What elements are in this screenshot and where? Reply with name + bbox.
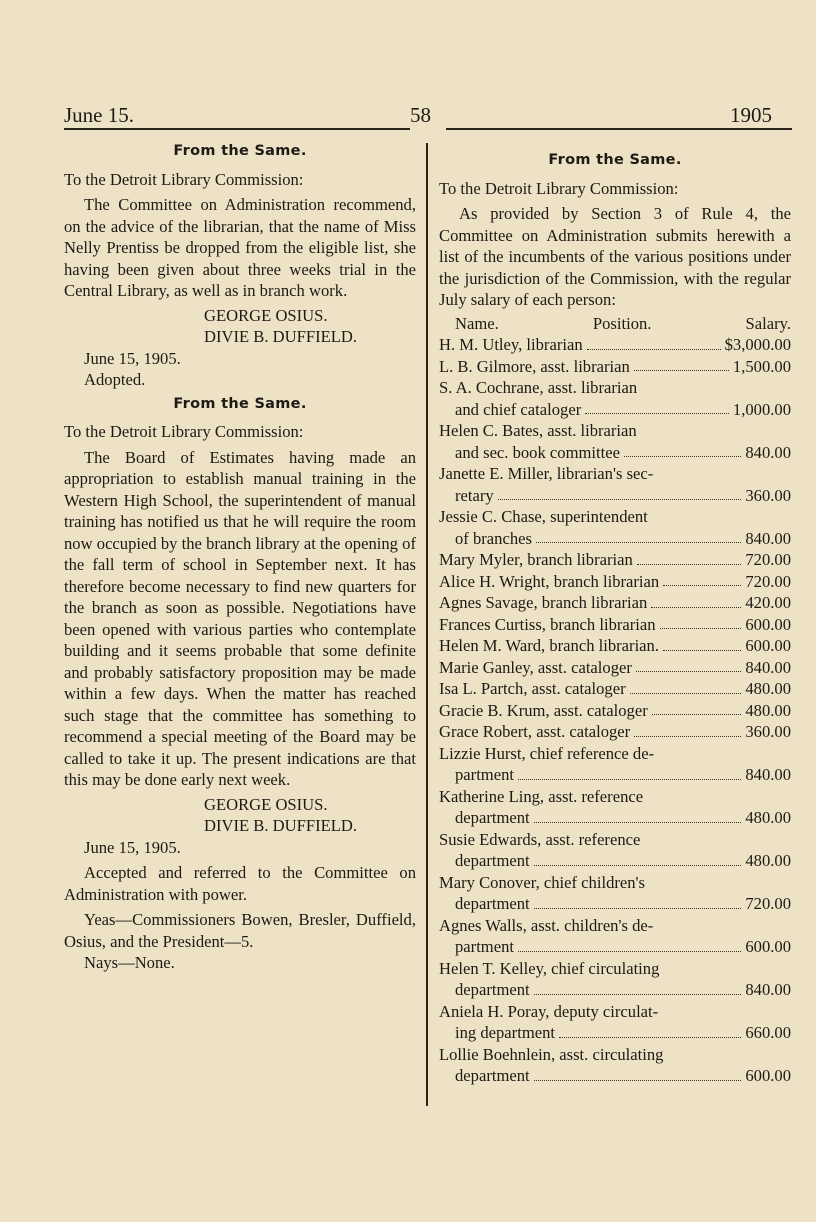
salary-amount: 840.00: [745, 765, 791, 784]
dot-leader: [534, 822, 742, 823]
header-rule-mid: [284, 128, 410, 130]
salary-amount: 600.00: [745, 1066, 791, 1085]
dot-leader: [634, 370, 729, 371]
salary-amount: 480.00: [745, 851, 791, 870]
salary-entry-name: S. A. Cochrane, asst. librarian: [439, 378, 638, 397]
signature: DIVIE B. DUFFIELD.: [204, 816, 358, 835]
salary-entry-name: Lollie Boehnlein, asst. circulating: [439, 1044, 664, 1064]
salary-entry: [439, 829, 791, 872]
salary-table: [439, 334, 791, 1087]
salary-entry-name: Helen M. Ward, branch librarian.: [439, 636, 659, 655]
dot-leader: [536, 542, 741, 543]
dot-leader: [637, 564, 742, 565]
dot-leader: [498, 499, 742, 500]
dot-leader: [651, 607, 741, 608]
salary-amount: 720.00: [745, 571, 791, 591]
salary-entry-name: Aniela H. Poray, deputy circulat-: [439, 1001, 659, 1021]
dot-leader: [534, 1080, 742, 1081]
salary-entry-name: Janette E. Miller, librarian's sec-: [439, 464, 654, 483]
section-heading: From the Same.: [173, 143, 307, 159]
salary-entry-name: Alice H. Wright, branch librarian: [439, 571, 660, 591]
vote-yeas: Yeas—Commissioners Bowen, Bresler, Duffield, Osius, and the President—5.: [64, 910, 416, 951]
salary-amount: 840.00: [745, 657, 791, 677]
paragraph-dropped-eligible: The Committee on Administration recommend, on the advice of the librarian, that the name of Miss Nelly Prentiss be dropped from the eligible list, she having been given about three weeks trial in the Central Library, as well as in branch work.: [64, 195, 416, 300]
salary-entry: [439, 463, 791, 506]
salary-entry-name: Mary Conover, chief children's: [439, 872, 645, 892]
dot-leader: [634, 736, 741, 737]
salary-entry-name: Mary Myler, branch librarian: [439, 550, 633, 569]
salary-entry: [439, 872, 791, 915]
salary-entry: [439, 356, 791, 378]
salary-entry-name: Isa L. Partch, asst. cataloger: [439, 679, 626, 698]
dot-leader: [660, 628, 742, 629]
salary-entry: [439, 1044, 791, 1087]
dot-leader: [559, 1037, 741, 1038]
salary-amount: 1,000.00: [732, 399, 791, 419]
signature: GEORGE OSIUS.: [204, 305, 328, 325]
dot-leader: [630, 693, 742, 694]
dot-leader: [663, 650, 741, 651]
salary-entry-name: Katherine Ling, asst. reference: [439, 786, 644, 806]
salary-amount: 600.00: [745, 614, 791, 634]
salary-amount: $3,000.00: [724, 335, 791, 354]
salutation: To the Detroit Library Commission:: [64, 169, 304, 189]
section-heading: From the Same.: [173, 395, 307, 412]
salary-amount: 480.00: [745, 808, 791, 827]
salary-entry-name: Gracie B. Krum, asst. cataloger: [439, 700, 648, 720]
dot-leader: [624, 456, 741, 457]
salary-entry-position: department: [455, 808, 530, 827]
salary-entry: [439, 377, 791, 420]
dot-leader: [534, 865, 742, 866]
salary-amount: 840.00: [745, 980, 791, 999]
salary-amount: 360.00: [745, 485, 791, 505]
salary-amount: 600.00: [745, 937, 791, 956]
salary-amount: 720.00: [745, 894, 791, 913]
signature: DIVIE B. DUFFIELD.: [204, 327, 358, 346]
salary-amount: 480.00: [745, 679, 791, 698]
dot-leader: [518, 779, 741, 780]
salary-entry: [439, 786, 791, 829]
column-header-name: Name.: [455, 313, 499, 333]
salary-entry: [439, 549, 791, 571]
salary-entry: [439, 334, 791, 356]
dot-leader: [636, 671, 741, 672]
salary-entry: [439, 506, 791, 549]
paragraph-salary-list-intro: As provided by Section 3 of Rule 4, the Committee on Administration submits herewith a list of the incumbents of the various positions under the jurisdiction of the Commission, with the regular July salary of each person:: [439, 204, 791, 309]
salary-amount: 360.00: [745, 722, 791, 741]
salary-entry-position: department: [455, 851, 530, 870]
signature: GEORGE OSIUS.: [204, 794, 328, 814]
salary-entry: [439, 657, 791, 679]
salary-entry-position: department: [455, 894, 530, 913]
salary-entry-position: partment: [455, 765, 514, 784]
paragraph-manual-training: The Board of Estimates having made an appropriation to establish manual training in the Western High School, the superintendent of manual training has notified us that he will require the room now occupied by the branch library at the opening of the fall term of school in September next. It has therefore become necessary to find new quarters for the branch as soon as possible. Negotiations have been opened with various parties who contemplate building and it seems probable that some definite and probably satisfactory proposition may be made within a few days. When the matter has reached such stage that the committee has something to recommend a special meeting of the Board may be called to take it up. The present indications are that this may be done early next week.: [64, 447, 416, 789]
salary-amount: 720.00: [745, 550, 791, 569]
header-rule-left: [64, 128, 284, 130]
salary-table-header: [439, 313, 791, 335]
salary-entry-position: and chief cataloger: [455, 399, 582, 419]
salary-entry-name: Lizzie Hurst, chief reference de-: [439, 743, 655, 763]
salary-entry: [439, 915, 791, 958]
salary-entry-name: Susie Edwards, asst. reference: [439, 829, 641, 849]
salary-entry: [439, 571, 791, 593]
salary-entry-position: ing department: [455, 1023, 555, 1042]
salary-amount: 840.00: [745, 528, 791, 548]
page-number: 58: [410, 103, 431, 127]
right-column: [439, 141, 791, 1087]
header-date: June 15.: [64, 103, 134, 127]
salary-entry-name: Jessie C. Chase, superintendent: [439, 507, 648, 526]
salary-entry-position: retary: [455, 485, 494, 505]
dot-leader: [587, 349, 721, 350]
salary-entry: [439, 420, 791, 463]
salary-entry: [439, 958, 791, 1001]
salary-entry-position: of branches: [455, 528, 532, 548]
column-header-position: Position.: [592, 313, 652, 333]
dot-leader: [534, 908, 742, 909]
salary-entry: [439, 1001, 791, 1044]
salary-entry-position: partment: [455, 937, 514, 956]
date-line: June 15, 1905.: [84, 348, 181, 368]
section-heading: From the Same.: [548, 152, 682, 168]
header-year: 1905: [730, 103, 772, 127]
salutation: To the Detroit Library Commission:: [64, 422, 304, 441]
salary-entry: [439, 614, 791, 636]
salary-amount: 840.00: [745, 442, 791, 462]
salary-entry: [439, 721, 791, 743]
salary-entry: [439, 592, 791, 614]
salary-entry-name: Agnes Walls, asst. children's de-: [439, 915, 654, 935]
date-line: June 15, 1905.: [84, 837, 181, 857]
salary-entry: [439, 743, 791, 786]
salary-amount: 420.00: [745, 593, 791, 612]
paragraph-accepted: Accepted and referred to the Committee on Administration with power.: [64, 863, 416, 904]
column-header-salary: Salary.: [745, 313, 791, 333]
salary-amount: 480.00: [745, 700, 791, 720]
header-rule-right: [446, 128, 792, 130]
salary-entry-position: and sec. book committee: [455, 442, 620, 462]
salary-entry: [439, 700, 791, 722]
dot-leader: [518, 951, 741, 952]
dot-leader: [652, 714, 742, 715]
left-column: [64, 141, 416, 974]
salary-amount: 600.00: [745, 636, 791, 655]
salary-amount: 1,500.00: [732, 356, 791, 376]
salutation: To the Detroit Library Commission:: [439, 178, 679, 198]
salary-entry: [439, 635, 791, 657]
salary-entry: [439, 678, 791, 700]
salary-entry-name: Agnes Savage, branch librarian: [439, 593, 648, 612]
salary-entry-name: Frances Curtiss, branch librarian: [439, 614, 656, 634]
salary-entry-name: Helen C. Bates, asst. librarian: [439, 421, 637, 440]
adopted-line: Adopted.: [84, 370, 146, 389]
salary-entry-name: Helen T. Kelley, chief circulating: [439, 958, 660, 978]
salary-entry-name: L. B. Gilmore, asst. librarian: [439, 356, 630, 376]
salary-entry-position: department: [455, 1066, 530, 1085]
salary-amount: 660.00: [745, 1023, 791, 1042]
dot-leader: [585, 413, 729, 414]
dot-leader: [663, 585, 741, 586]
salary-entry-position: department: [455, 980, 530, 999]
dot-leader: [534, 994, 742, 995]
salary-entry-name: Marie Ganley, asst. cataloger: [439, 657, 632, 677]
column-divider: [426, 143, 428, 1106]
vote-nays: Nays—None.: [84, 953, 175, 972]
salary-entry-name: H. M. Utley, librarian: [439, 335, 583, 354]
salary-entry-name: Grace Robert, asst. cataloger: [439, 722, 631, 741]
